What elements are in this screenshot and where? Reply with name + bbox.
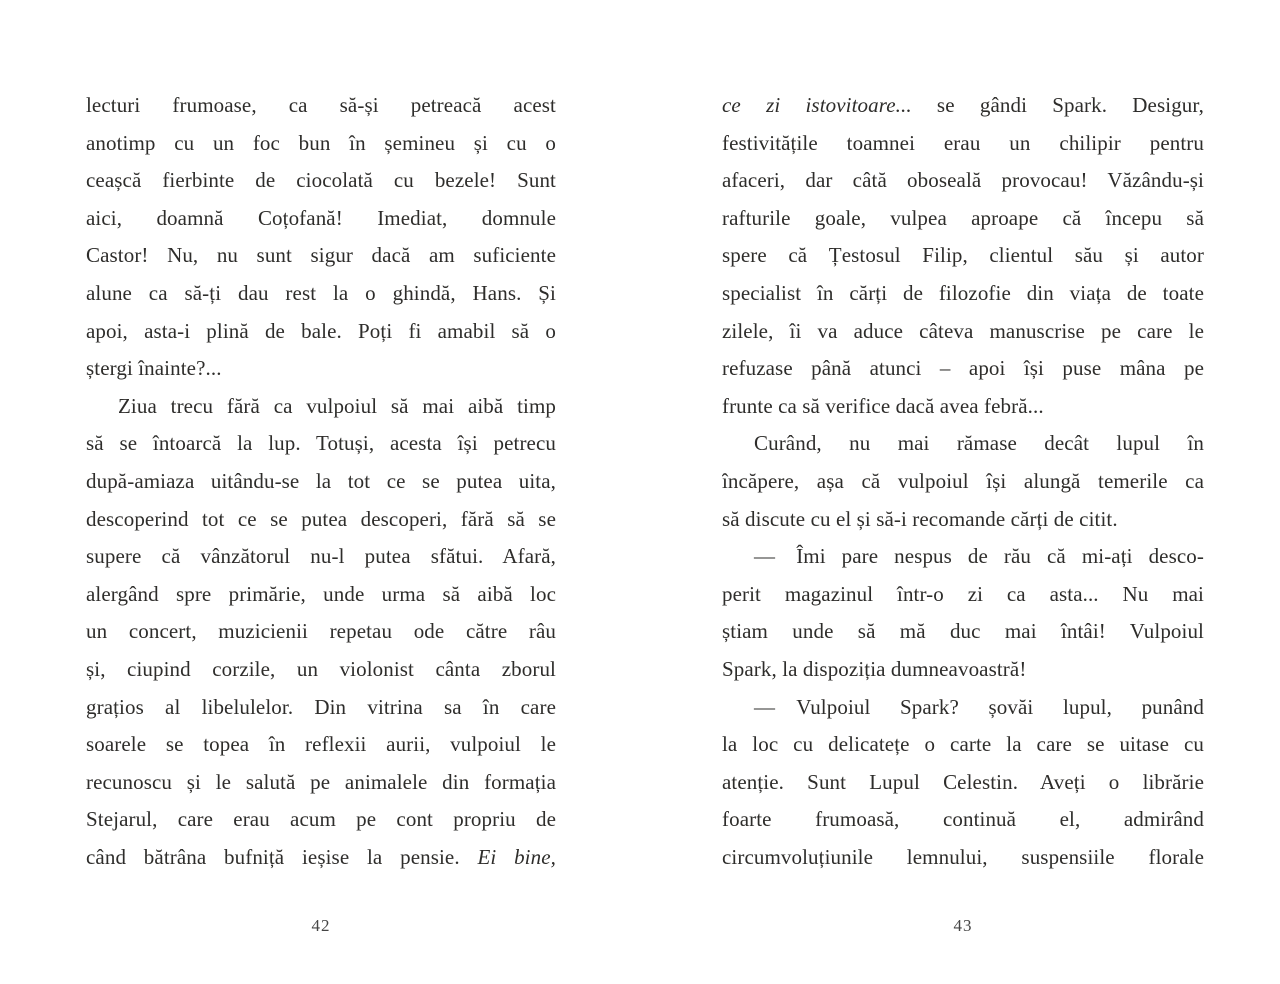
text-line bbox=[86, 689, 556, 727]
text-line bbox=[86, 125, 556, 163]
body-text: soarele se topea în reflexii aurii, vulpoiul le bbox=[86, 732, 556, 757]
text-line bbox=[722, 726, 1204, 764]
body-text: la loc cu delicatețe o carte la care se uitase cu bbox=[722, 732, 1204, 757]
text-line bbox=[722, 576, 1204, 614]
text-line bbox=[722, 801, 1204, 839]
body-text: știam unde să mă duc mai întâi! Vulpoiul bbox=[722, 619, 1204, 644]
body-text: spere că Țestosul Filip, clientul său și autor bbox=[722, 243, 1204, 268]
body-text: lecturi frumoase, ca să-și petreacă acest bbox=[86, 93, 556, 117]
body-text: afaceri, dar câtă oboseală provocau! Văzându-și bbox=[722, 168, 1204, 193]
body-text: ceașcă fierbinte de ciocolată cu bezele! Sunt bbox=[86, 168, 556, 193]
body-text: ștergi înainte?... bbox=[86, 356, 222, 381]
body-text: foarte frumoasă, continuă el, admirând bbox=[722, 807, 1204, 832]
text-line bbox=[722, 125, 1204, 163]
text-line bbox=[722, 87, 1204, 125]
text-line bbox=[722, 350, 1204, 388]
body-text: Ziua trecu fără ca vulpoiul să mai aibă timp bbox=[118, 393, 556, 418]
body-text: — Îmi pare nespus de rău că mi-ați desco- bbox=[754, 544, 1204, 569]
text-line bbox=[86, 388, 556, 426]
body-text: după-amiaza uitându-se la tot ce se putea uita, bbox=[86, 468, 556, 493]
page-right bbox=[640, 0, 1280, 984]
page-number: 42 bbox=[311, 916, 331, 936]
body-text: alergând spre primărie, unde urma să aibă loc bbox=[86, 581, 556, 606]
text-line bbox=[86, 576, 556, 614]
body-text: recunoscu și le salută pe animalele din formația bbox=[86, 769, 556, 794]
text-line bbox=[86, 237, 556, 275]
text-line bbox=[86, 162, 556, 200]
body-text: specialist în cărți de filozofie din viața de toate bbox=[722, 280, 1204, 305]
text-block bbox=[86, 87, 556, 876]
text-line bbox=[722, 613, 1204, 651]
body-text: Castor! Nu, nu sunt sigur dacă am suficiente bbox=[86, 243, 556, 268]
body-text: zilele, îi va aduce câteva manuscrise pe care le bbox=[722, 318, 1204, 343]
text-line bbox=[86, 801, 556, 839]
body-text: — Vulpoiul Spark? șovăi lupul, punând bbox=[754, 694, 1204, 719]
text-line bbox=[86, 764, 556, 802]
body-text: descoperind tot ce se putea descoperi, fără să se bbox=[86, 506, 556, 531]
text-line bbox=[86, 463, 556, 501]
text-line bbox=[722, 463, 1204, 501]
text-line bbox=[722, 237, 1204, 275]
body-text: Spark, la dispoziția dumneavoastră! bbox=[722, 656, 1027, 681]
body-text: atenție. Sunt Lupul Celestin. Aveți o librărie bbox=[722, 769, 1204, 794]
italic-text: ce zi istovitoare... bbox=[722, 93, 912, 117]
text-line bbox=[722, 162, 1204, 200]
body-text: aici, doamnă Coțofană! Imediat, domnule bbox=[86, 205, 556, 230]
text-line bbox=[722, 651, 1204, 689]
text-line bbox=[86, 613, 556, 651]
text-line bbox=[722, 538, 1204, 576]
body-text: apoi, asta-i plină de bale. Poți fi amabil să o bbox=[86, 318, 556, 343]
text-line bbox=[86, 651, 556, 689]
text-line bbox=[86, 726, 556, 764]
body-text: festivitățile toamnei erau un chilipir pentru bbox=[722, 130, 1204, 155]
text-line bbox=[722, 764, 1204, 802]
body-text: Curând, nu mai rămase decât lupul în bbox=[754, 431, 1204, 456]
page-number: 43 bbox=[953, 916, 973, 936]
body-text: să se întoarcă la lup. Totuși, acesta își petrecu bbox=[86, 431, 556, 456]
text-line bbox=[722, 839, 1204, 877]
body-text: supere că vânzătorul nu-l putea sfătui. Afară, bbox=[86, 544, 556, 569]
text-line bbox=[86, 501, 556, 539]
text-line bbox=[722, 313, 1204, 351]
body-text: circumvoluțiunile lemnului, suspensiile florale bbox=[722, 844, 1204, 869]
text-line bbox=[722, 689, 1204, 727]
text-line bbox=[722, 275, 1204, 313]
text-line bbox=[86, 538, 556, 576]
text-block bbox=[722, 87, 1204, 876]
body-text: încăpere, așa că vulpoiul își alungă temerile ca bbox=[722, 468, 1204, 493]
text-line bbox=[722, 200, 1204, 238]
text-line bbox=[722, 501, 1204, 539]
body-text: anotimp cu un foc bun în șemineu și cu o bbox=[86, 130, 556, 155]
body-text: și, ciupind corzile, un violonist cânta zborul bbox=[86, 656, 556, 681]
italic-text: Ei bine, bbox=[477, 844, 556, 869]
text-line bbox=[86, 275, 556, 313]
text-line bbox=[86, 425, 556, 463]
text-line bbox=[86, 87, 556, 125]
body-text: Stejarul, care erau acum pe cont propriu de bbox=[86, 807, 556, 832]
text-line bbox=[86, 350, 556, 388]
body-text: alune ca să-ți dau rest la o ghindă, Hans. Și bbox=[86, 280, 556, 305]
text-line bbox=[722, 425, 1204, 463]
body-text: refuzase până atunci – apoi își puse mâna pe bbox=[722, 356, 1204, 381]
text-line bbox=[86, 313, 556, 351]
body-text: un concert, muzicienii repetau ode către râu bbox=[86, 619, 556, 644]
body-text: perit magazinul într-o zi ca asta... Nu mai bbox=[722, 581, 1204, 606]
body-text: când bătrâna bufniță ieșise la pensie. bbox=[86, 844, 478, 869]
text-line bbox=[86, 200, 556, 238]
body-text: se gândi Spark. Desigur, bbox=[911, 93, 1204, 117]
body-text: grațios al libelulelor. Din vitrina sa în care bbox=[86, 694, 556, 719]
body-text: să discute cu el și să-i recomande cărți de citit. bbox=[722, 506, 1118, 531]
text-line bbox=[86, 839, 556, 877]
body-text: rafturile goale, vulpea aproape că începu să bbox=[722, 205, 1204, 230]
text-line bbox=[722, 388, 1204, 426]
body-text: frunte ca să verifice dacă avea febră... bbox=[722, 393, 1044, 418]
